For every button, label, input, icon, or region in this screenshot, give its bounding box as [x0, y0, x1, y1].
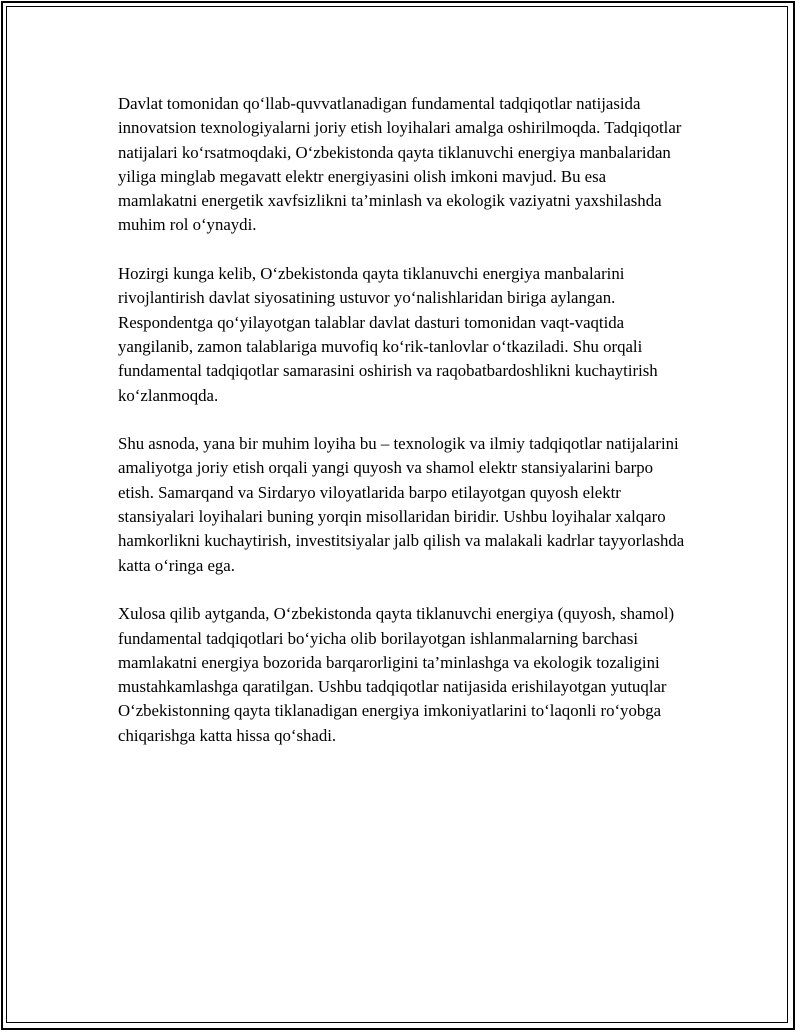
paragraph-4: Xulosa qilib aytganda, O‘zbekistonda qayta tiklanuvchi energiya (quyosh, shamol) fundamental tadqiqotlari bo‘yicha olib borilayotgan ishlanmalarning barchasi mamlakatni energiya bozorida barqarorligini ta’minlashga va ekologik tozaligini mustahkamlashga qaratilgan. Ushbu tadqiqotlar natijasida erishilayotgan yutuqlar O‘zbekistonning qayta tiklanadigan energiya imkoniyatlarini to‘laqonli ro‘yobga chiqarishga katta hissa qo‘shadi. [118, 604, 675, 745]
paragraph-1: Davlat tomonidan qo‘llab-quvvatlanadigan fundamental tadqiqotlar natijasida innovatsion texnologiyalarni joriy etish loyihalari amalga oshirilmoqda. Tadqiqotlar natijalari ko‘rsatmoqdaki, O‘zbekistonda qayta tiklanuvchi energiya manbalaridan yiliga minglab megavatt elektr energiyasini olish imkoni mavjud. Bu esa mamlakatni energetik xavfsizlikni ta’minlash va ekologik vaziyatni yaxshilashda muhim rol o‘ynaydi. [118, 94, 682, 235]
paragraph-2: Hozirgi kunga kelib, O‘zbekistonda qayta tiklanuvchi energiya manbalarini rivojlantirish davlat siyosatining ustuvor yo‘nalishlaridan biriga aylangan. Respondentga qo‘yilayotgan talablar davlat dasturi tomonidan vaqt-vaqtida yangilanib, zamon talablariga muvofiq ko‘rik-tanlovlar o‘tkaziladi. Shu orqali fundamental tadqiqotlar samarasini oshirish va raqobatbardoshlikni kuchaytirish ko‘zlanmoqda. [118, 264, 658, 405]
paragraph-3: Shu asnoda, yana bir muhim loyiha bu – texnologik va ilmiy tadqiqotlar natijalarini amaliyotga joriy etish orqali yangi quyosh va shamol elektr stansiyalarini barpo etish. Samarqand va Sirdaryo viloyatlarida barpo etilayotgan quyosh elektr stansiyalari loyihalari buning yorqin misollaridan biridir. Ushbu loyihalar xalqaro hamkorlikni kuchaytirish, investitsiyalar jalb qilish va malakali kadrlar tayyorlashda katta o‘ringa ega. [118, 434, 685, 575]
document-body [118, 92, 688, 772]
